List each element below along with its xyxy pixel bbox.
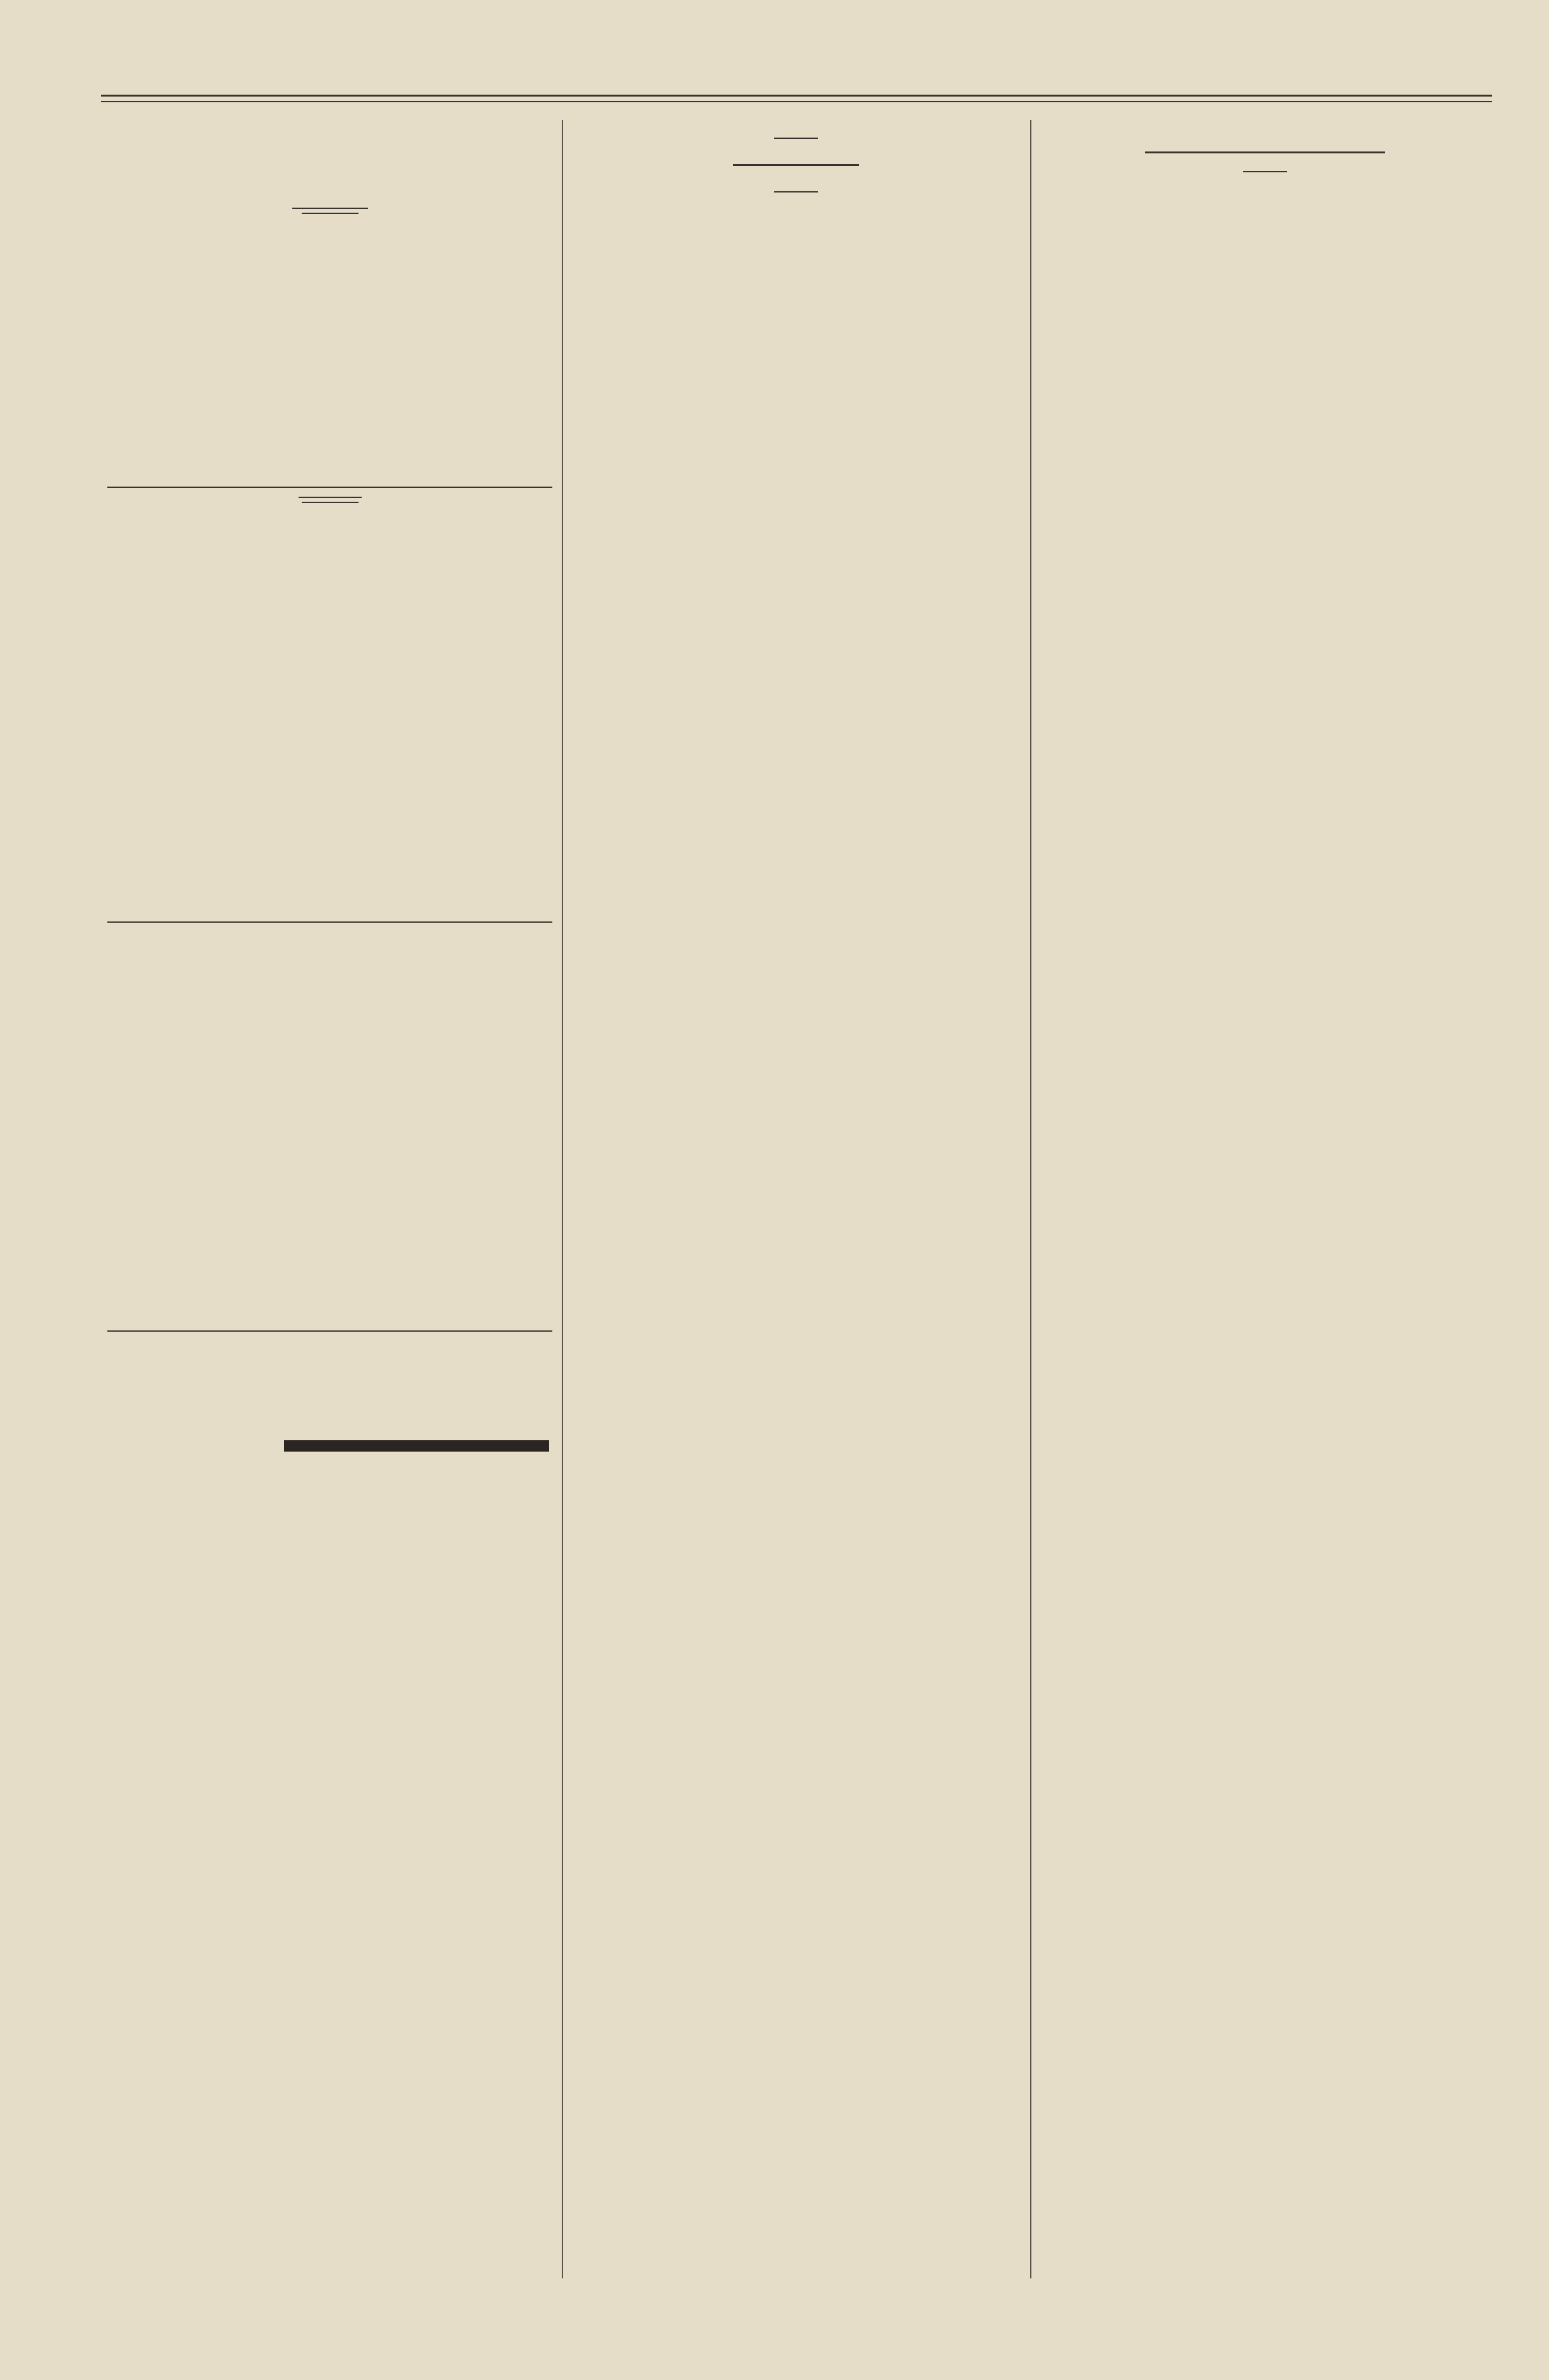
ad-coles-encyclopedia <box>107 930 552 1328</box>
header-rule-2 <box>101 101 1492 102</box>
divider <box>292 208 368 209</box>
ad-separator <box>107 487 552 488</box>
column-1 <box>107 123 552 2102</box>
divider <box>302 502 359 503</box>
ad-canada-permanent <box>107 497 552 916</box>
ornament-border-right <box>524 949 543 1306</box>
ad-british-canadian <box>107 123 552 483</box>
ornament-border-left <box>107 949 126 1306</box>
ad-childrens-cots <box>107 1338 552 2102</box>
divider <box>302 213 359 214</box>
column-2 <box>571 126 1021 209</box>
divider <box>774 191 818 192</box>
column-divider-1 <box>562 120 563 2278</box>
header-rule-1 <box>101 95 1492 97</box>
divider <box>774 138 818 139</box>
divider <box>299 497 362 498</box>
ad-separator <box>107 921 552 923</box>
article-separator <box>733 164 859 166</box>
column-divider-2 <box>1030 120 1031 2278</box>
column-3 <box>1039 126 1491 187</box>
article-separator <box>1145 151 1385 153</box>
heading-bar <box>284 1440 549 1452</box>
divider <box>1243 171 1287 172</box>
ad-separator <box>107 1330 552 1332</box>
